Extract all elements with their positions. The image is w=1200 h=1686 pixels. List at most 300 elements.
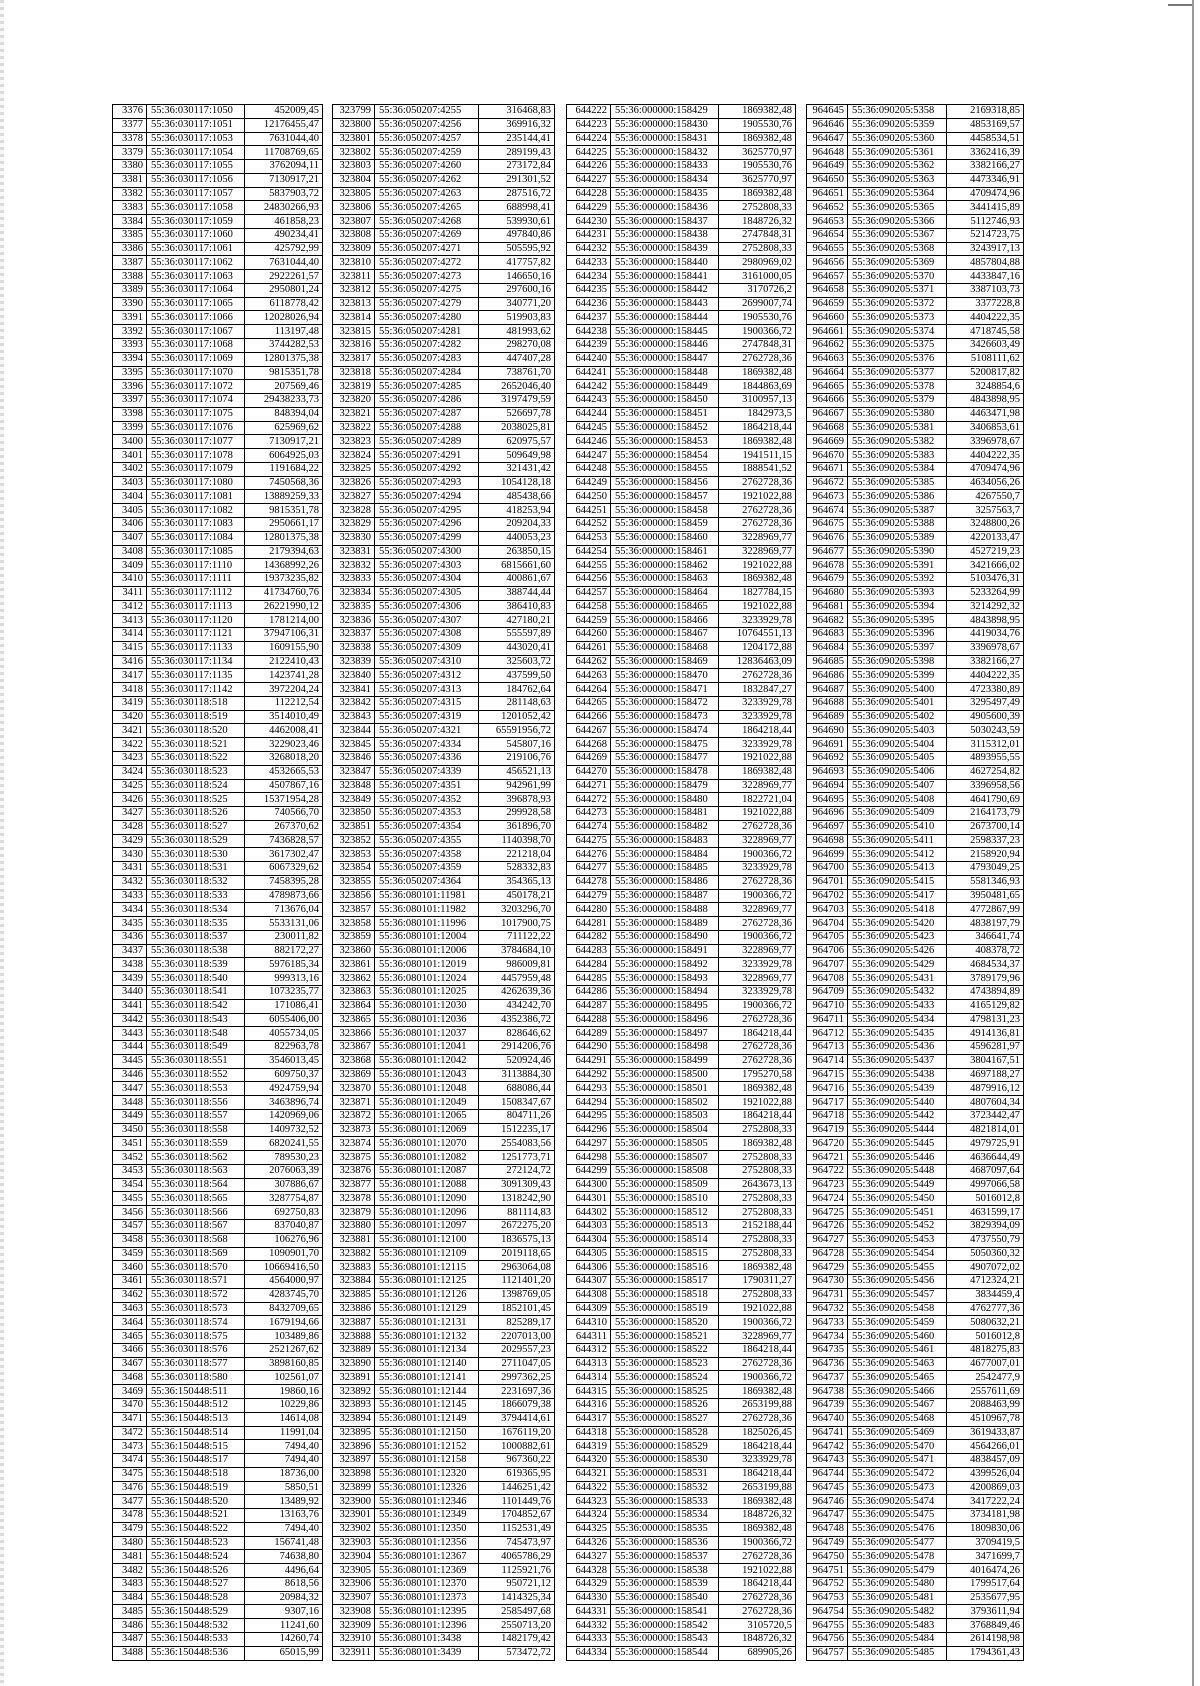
- table-row: [333, 875, 555, 889]
- cadastral-value: 2019118,65: [479, 1247, 555, 1261]
- cadastral-value: 2711047,05: [479, 1357, 555, 1371]
- cadastral-number: 55:36:030117:1075: [147, 407, 245, 421]
- table-row: [807, 1550, 1024, 1564]
- cadastral-value: 1704852,67: [479, 1509, 555, 1523]
- row-number: 644256: [567, 573, 611, 587]
- cadastral-value: 354365,13: [479, 875, 555, 889]
- table-row: [333, 655, 555, 669]
- cadastral-number: 55:36:050207:4292: [375, 462, 479, 476]
- cadastral-value: 369916,32: [479, 118, 555, 132]
- row-number: 323879: [333, 1206, 375, 1220]
- cadastral-number: 55:36:080101:12346: [375, 1495, 479, 1509]
- cadastral-value: 273172,84: [479, 160, 555, 174]
- cadastral-number: 55:36:000000:158510: [611, 1192, 719, 1206]
- table-row: [807, 1605, 1024, 1619]
- cadastral-value: 2653199,88: [719, 1398, 796, 1412]
- row-number: 644268: [567, 738, 611, 752]
- row-number: 644252: [567, 517, 611, 531]
- row-number: 323869: [333, 1068, 375, 1082]
- table-row: [807, 325, 1024, 339]
- table-row: [567, 1041, 796, 1055]
- cadastral-value: 4772867,99: [947, 903, 1024, 917]
- row-number: 964660: [807, 311, 848, 325]
- cadastral-number: 55:36:090205:5375: [848, 339, 947, 353]
- table-row: [333, 614, 555, 628]
- cadastral-number: 55:36:000000:158515: [611, 1247, 719, 1261]
- row-number: 644316: [567, 1398, 611, 1412]
- cadastral-number: 55:36:000000:158499: [611, 1054, 719, 1068]
- table-row: [807, 173, 1024, 187]
- row-number: 644294: [567, 1096, 611, 1110]
- row-number: 644269: [567, 751, 611, 765]
- cadastral-number: 55:36:050207:4271: [375, 242, 479, 256]
- cadastral-number: 55:36:030118:539: [147, 958, 245, 972]
- table-row: [567, 1357, 796, 1371]
- cadastral-value: 528332,83: [479, 862, 555, 876]
- cadastral-value: 1482179,42: [479, 1632, 555, 1646]
- row-number: 323804: [333, 173, 375, 187]
- table-row: [567, 256, 796, 270]
- row-number: 644331: [567, 1605, 611, 1619]
- cadastral-value: 2762728,36: [719, 1013, 796, 1027]
- cadastral-value: 11991,04: [245, 1426, 323, 1440]
- table-row: [807, 1041, 1024, 1055]
- cadastral-value: 555597,89: [479, 628, 555, 642]
- row-number: 323839: [333, 655, 375, 669]
- row-number: 323845: [333, 738, 375, 752]
- row-number: 3391: [113, 311, 147, 325]
- table-row: [113, 1330, 323, 1344]
- cadastral-value: 1832847,27: [719, 683, 796, 697]
- row-number: 964733: [807, 1316, 848, 1330]
- table-row: [567, 1467, 796, 1481]
- cadastral-value: 5016012,8: [947, 1192, 1024, 1206]
- table-row: [567, 1426, 796, 1440]
- cadastral-value: 822963,78: [245, 1041, 323, 1055]
- cadastral-number: 55:36:050207:4339: [375, 765, 479, 779]
- cadastral-number: 55:36:000000:158542: [611, 1619, 719, 1633]
- cadastral-value: 3214292,32: [947, 600, 1024, 614]
- cadastral-number: 55:36:090205:5454: [848, 1247, 947, 1261]
- row-number: 323823: [333, 435, 375, 449]
- cadastral-number: 55:36:000000:158503: [611, 1109, 719, 1123]
- cadastral-value: 2585497,68: [479, 1605, 555, 1619]
- cadastral-number: 55:36:150448:521: [147, 1509, 245, 1523]
- table-row: [567, 311, 796, 325]
- table-row: [333, 421, 555, 435]
- row-number: 323885: [333, 1288, 375, 1302]
- table-row: [113, 504, 323, 518]
- cadastral-value: 3617302,47: [245, 848, 323, 862]
- cadastral-number: 55:36:050207:4293: [375, 476, 479, 490]
- cadastral-value: 1799517,64: [947, 1577, 1024, 1591]
- table-row: [113, 297, 323, 311]
- row-number: 964696: [807, 807, 848, 821]
- cadastral-number: 55:36:050207:4279: [375, 297, 479, 311]
- table-row: [807, 1522, 1024, 1536]
- cadastral-value: 3768849,46: [947, 1619, 1024, 1633]
- cadastral-value: 1852101,45: [479, 1302, 555, 1316]
- table-row: [807, 1591, 1024, 1605]
- row-number: 964674: [807, 504, 848, 518]
- cadastral-number: 55:36:080101:12037: [375, 1027, 479, 1041]
- cadastral-value: 298270,08: [479, 339, 555, 353]
- row-number: 964653: [807, 215, 848, 229]
- row-number: 644318: [567, 1426, 611, 1440]
- row-number: 3467: [113, 1357, 147, 1371]
- cadastral-number: 55:36:030118:537: [147, 930, 245, 944]
- table-row: [567, 1288, 796, 1302]
- cadastral-number: 55:36:090205:5423: [848, 930, 947, 944]
- table-row: [567, 187, 796, 201]
- table-row: [333, 1206, 555, 1220]
- cadastral-value: 2762728,36: [719, 1550, 796, 1564]
- table-row: [567, 600, 796, 614]
- cadastral-value: 2762728,36: [719, 820, 796, 834]
- row-number: 964712: [807, 1027, 848, 1041]
- table-row: [333, 1536, 555, 1550]
- cadastral-number: 55:36:030118:527: [147, 820, 245, 834]
- cadastral-value: 509649,98: [479, 449, 555, 463]
- cadastral-value: 620975,57: [479, 435, 555, 449]
- cadastral-number: 55:36:090205:5363: [848, 173, 947, 187]
- cadastral-number: 55:36:090205:5411: [848, 834, 947, 848]
- row-number: 644241: [567, 366, 611, 380]
- cadastral-value: 1869382,48: [719, 1261, 796, 1275]
- cadastral-number: 55:36:000000:158442: [611, 283, 719, 297]
- row-number: 644265: [567, 696, 611, 710]
- table-row: [333, 160, 555, 174]
- cadastral-number: 55:36:080101:12149: [375, 1412, 479, 1426]
- cadastral-number: 55:36:050207:4265: [375, 201, 479, 215]
- table-row: [807, 187, 1024, 201]
- table-row: [807, 1137, 1024, 1151]
- table-row: [113, 1343, 323, 1357]
- row-number: 323892: [333, 1385, 375, 1399]
- cadastral-number: 55:36:000000:158496: [611, 1013, 719, 1027]
- cadastral-value: 3228969,77: [719, 834, 796, 848]
- table-row: [807, 820, 1024, 834]
- table-row: [807, 710, 1024, 724]
- cadastral-value: 5233264,99: [947, 586, 1024, 600]
- cadastral-value: 1825026,45: [719, 1426, 796, 1440]
- cadastral-value: 3248854,6: [947, 380, 1024, 394]
- table-row: [333, 999, 555, 1013]
- row-number: 3425: [113, 779, 147, 793]
- row-number: 644224: [567, 132, 611, 146]
- cadastral-value: 316468,83: [479, 105, 555, 119]
- cadastral-number: 55:36:080101:12395: [375, 1605, 479, 1619]
- cadastral-value: 490234,41: [245, 228, 323, 242]
- row-number: 3444: [113, 1041, 147, 1055]
- row-number: 3424: [113, 765, 147, 779]
- table-row: [333, 1632, 555, 1646]
- row-number: 3429: [113, 834, 147, 848]
- row-number: 3389: [113, 283, 147, 297]
- cadastral-number: 55:36:000000:158483: [611, 834, 719, 848]
- cadastral-value: 1191684,22: [245, 462, 323, 476]
- row-number: 644293: [567, 1082, 611, 1096]
- row-number: 3442: [113, 1013, 147, 1027]
- table-row: [567, 146, 796, 160]
- cadastral-number: 55:36:030118:521: [147, 738, 245, 752]
- cadastral-number: 55:36:000000:158486: [611, 875, 719, 889]
- row-number: 323810: [333, 256, 375, 270]
- table-row: [567, 1192, 796, 1206]
- row-number: 964677: [807, 545, 848, 559]
- table-row: [333, 228, 555, 242]
- cadastral-value: 3091309,43: [479, 1178, 555, 1192]
- table-row: [567, 875, 796, 889]
- cadastral-number: 55:36:000000:158472: [611, 696, 719, 710]
- table-row: [807, 1192, 1024, 1206]
- table-row: [807, 105, 1024, 119]
- cadastral-value: 4743894,89: [947, 986, 1024, 1000]
- cadastral-value: 3793611,94: [947, 1605, 1024, 1619]
- table-row: [807, 283, 1024, 297]
- table-row: [333, 1357, 555, 1371]
- cadastral-value: 2762728,36: [719, 1591, 796, 1605]
- cadastral-value: 3203296,70: [479, 903, 555, 917]
- table-row: [113, 1192, 323, 1206]
- cadastral-number: 55:36:030117:1060: [147, 228, 245, 242]
- row-number: 3396: [113, 380, 147, 394]
- row-number: 3456: [113, 1206, 147, 1220]
- row-number: 3458: [113, 1233, 147, 1247]
- cadastral-value: 1864218,44: [719, 1343, 796, 1357]
- cadastral-number: 55:36:090205:5440: [848, 1096, 947, 1110]
- scan-edge-right: [1192, 0, 1194, 1686]
- table-row: [333, 407, 555, 421]
- cadastral-number: 55:36:090205:5477: [848, 1536, 947, 1550]
- cadastral-value: 281148,63: [479, 696, 555, 710]
- table-row: [113, 283, 323, 297]
- row-number: 964670: [807, 449, 848, 463]
- cadastral-number: 55:36:090205:5420: [848, 917, 947, 931]
- cadastral-number: 55:36:150448:515: [147, 1440, 245, 1454]
- cadastral-number: 55:36:090205:5366: [848, 215, 947, 229]
- table-row: [333, 352, 555, 366]
- row-number: 644289: [567, 1027, 611, 1041]
- row-number: 3482: [113, 1564, 147, 1578]
- table-row: [113, 1275, 323, 1289]
- cadastral-value: 418253,94: [479, 504, 555, 518]
- cadastral-value: 7450568,36: [245, 476, 323, 490]
- cadastral-number: 55:36:150448:527: [147, 1577, 245, 1591]
- row-number: 323829: [333, 517, 375, 531]
- cadastral-number: 55:36:050207:4319: [375, 710, 479, 724]
- cadastral-number: 55:36:030118:518: [147, 696, 245, 710]
- row-number: 644222: [567, 105, 611, 119]
- row-number: 964675: [807, 517, 848, 531]
- cadastral-value: 4564000,97: [245, 1275, 323, 1289]
- row-number: 964669: [807, 435, 848, 449]
- table-row: [567, 1164, 796, 1178]
- cadastral-value: 3257563,7: [947, 504, 1024, 518]
- table-row: [333, 669, 555, 683]
- table-row: [567, 490, 796, 504]
- row-number: 644324: [567, 1509, 611, 1523]
- cadastral-value: 2752808,33: [719, 1288, 796, 1302]
- table-row: [113, 339, 323, 353]
- cadastral-number: 55:36:000000:158498: [611, 1041, 719, 1055]
- row-number: 644287: [567, 999, 611, 1013]
- cadastral-number: 55:36:090205:5426: [848, 944, 947, 958]
- cadastral-value: 7494,40: [245, 1522, 323, 1536]
- cadastral-value: 4636644,49: [947, 1151, 1024, 1165]
- row-number: 644253: [567, 531, 611, 545]
- table-row: [113, 270, 323, 284]
- row-number: 964679: [807, 573, 848, 587]
- cadastral-value: 1869382,48: [719, 105, 796, 119]
- cadastral-value: 986009,81: [479, 958, 555, 972]
- cadastral-value: 2752808,33: [719, 1151, 796, 1165]
- row-number: 644303: [567, 1220, 611, 1234]
- cadastral-value: 2997362,25: [479, 1371, 555, 1385]
- cadastral-number: 55:36:090205:5442: [848, 1109, 947, 1123]
- cadastral-value: 3228969,77: [719, 903, 796, 917]
- table-row: [567, 834, 796, 848]
- table-row: [113, 1467, 323, 1481]
- cadastral-number: 55:36:090205:5393: [848, 586, 947, 600]
- cadastral-number: 55:36:000000:158524: [611, 1371, 719, 1385]
- cadastral-value: 1921022,88: [719, 559, 796, 573]
- cadastral-number: 55:36:090205:5376: [848, 352, 947, 366]
- cadastral-number: 55:36:000000:158429: [611, 105, 719, 119]
- cadastral-value: 4016474,26: [947, 1564, 1024, 1578]
- cadastral-value: 3229023,46: [245, 738, 323, 752]
- table-row: [807, 958, 1024, 972]
- cadastral-number: 55:36:030117:1121: [147, 628, 245, 642]
- table-row: [567, 517, 796, 531]
- row-number: 964684: [807, 641, 848, 655]
- cadastral-value: 2762728,36: [719, 352, 796, 366]
- table-row: [333, 779, 555, 793]
- cadastral-value: 1905530,76: [719, 311, 796, 325]
- cadastral-number: 55:36:090205:5389: [848, 531, 947, 545]
- cadastral-value: 4419034,76: [947, 628, 1024, 642]
- cadastral-number: 55:36:150448:523: [147, 1536, 245, 1550]
- table-row: [567, 504, 796, 518]
- cadastral-number: 55:36:000000:158494: [611, 986, 719, 1000]
- cadastral-number: 55:36:050207:4309: [375, 641, 479, 655]
- cadastral-number: 55:36:000000:158482: [611, 820, 719, 834]
- row-number: 964706: [807, 944, 848, 958]
- cadastral-value: 2653199,88: [719, 1481, 796, 1495]
- cadastral-value: 4879916,12: [947, 1082, 1024, 1096]
- row-number: 964664: [807, 366, 848, 380]
- row-number: 3459: [113, 1247, 147, 1261]
- cadastral-number: 55:36:090205:5388: [848, 517, 947, 531]
- cadastral-number: 55:36:030118:540: [147, 972, 245, 986]
- table-row: [113, 751, 323, 765]
- table-row: [807, 311, 1024, 325]
- cadastral-value: 19860,16: [245, 1385, 323, 1399]
- table-row: [333, 1068, 555, 1082]
- row-number: 3483: [113, 1577, 147, 1591]
- cadastral-number: 55:36:030118:548: [147, 1027, 245, 1041]
- table-row: [333, 256, 555, 270]
- cadastral-value: 41734760,76: [245, 586, 323, 600]
- row-number: 3422: [113, 738, 147, 752]
- cadastral-value: 1869382,48: [719, 1137, 796, 1151]
- cadastral-number: 55:36:030117:1120: [147, 614, 245, 628]
- row-number: 644249: [567, 476, 611, 490]
- row-number: 3484: [113, 1591, 147, 1605]
- cadastral-value: 4627254,82: [947, 765, 1024, 779]
- row-number: 323837: [333, 628, 375, 642]
- table-row: [807, 1123, 1024, 1137]
- cadastral-value: 14368992,26: [245, 559, 323, 573]
- cadastral-number: 55:36:000000:158489: [611, 917, 719, 931]
- table-row: [333, 1330, 555, 1344]
- row-number: 644227: [567, 173, 611, 187]
- cadastral-value: 1848726,32: [719, 1632, 796, 1646]
- cadastral-number: 55:36:090205:5367: [848, 228, 947, 242]
- cadastral-value: 5112746,93: [947, 215, 1024, 229]
- cadastral-value: 1414325,34: [479, 1591, 555, 1605]
- cadastral-number: 55:36:090205:5460: [848, 1330, 947, 1344]
- cadastral-number: 55:36:090205:5450: [848, 1192, 947, 1206]
- cadastral-number: 55:36:090205:5478: [848, 1550, 947, 1564]
- cadastral-number: 55:36:000000:158477: [611, 751, 719, 765]
- table-row: [567, 1096, 796, 1110]
- cadastral-value: 1000882,61: [479, 1440, 555, 1454]
- cadastral-value: 2752808,33: [719, 1192, 796, 1206]
- cadastral-value: 2752808,33: [719, 1233, 796, 1247]
- cadastral-value: 4631599,17: [947, 1206, 1024, 1220]
- cadastral-value: 825289,17: [479, 1316, 555, 1330]
- cadastral-value: 4404222,35: [947, 311, 1024, 325]
- cadastral-number: 55:36:090205:5448: [848, 1164, 947, 1178]
- row-number: 644273: [567, 807, 611, 821]
- table-row: [113, 146, 323, 160]
- cadastral-value: 11708769,65: [245, 146, 323, 160]
- table-row: [567, 751, 796, 765]
- row-number: 3407: [113, 531, 147, 545]
- table-row: [333, 930, 555, 944]
- table-row: [807, 1178, 1024, 1192]
- cadastral-number: 55:36:000000:158487: [611, 889, 719, 903]
- row-number: 3411: [113, 586, 147, 600]
- cadastral-number: 55:36:080101:12349: [375, 1509, 479, 1523]
- cadastral-value: 3619433,87: [947, 1426, 1024, 1440]
- table-row: [807, 724, 1024, 738]
- row-number: 644308: [567, 1288, 611, 1302]
- cadastral-number: 55:36:000000:158517: [611, 1275, 719, 1289]
- cadastral-number: 55:36:000000:158527: [611, 1412, 719, 1426]
- table-row: [113, 228, 323, 242]
- cadastral-number: 55:36:000000:158448: [611, 366, 719, 380]
- cadastral-value: 1900366,72: [719, 1316, 796, 1330]
- cadastral-number: 55:36:090205:5466: [848, 1385, 947, 1399]
- row-number: 323873: [333, 1123, 375, 1137]
- cadastral-value: 688998,41: [479, 201, 555, 215]
- cadastral-value: 3362416,39: [947, 146, 1024, 160]
- table-row: [807, 1577, 1024, 1591]
- row-number: 3437: [113, 944, 147, 958]
- cadastral-number: 55:36:030118:553: [147, 1082, 245, 1096]
- row-number: 644266: [567, 710, 611, 724]
- cadastral-number: 55:36:090205:5401: [848, 696, 947, 710]
- row-number: 3399: [113, 421, 147, 435]
- table-row: [567, 1302, 796, 1316]
- cadastral-value: 1864218,44: [719, 1440, 796, 1454]
- cadastral-number: 55:36:090205:5374: [848, 325, 947, 339]
- cadastral-number: 55:36:000000:158481: [611, 807, 719, 821]
- table-row: [113, 848, 323, 862]
- table-row: [567, 476, 796, 490]
